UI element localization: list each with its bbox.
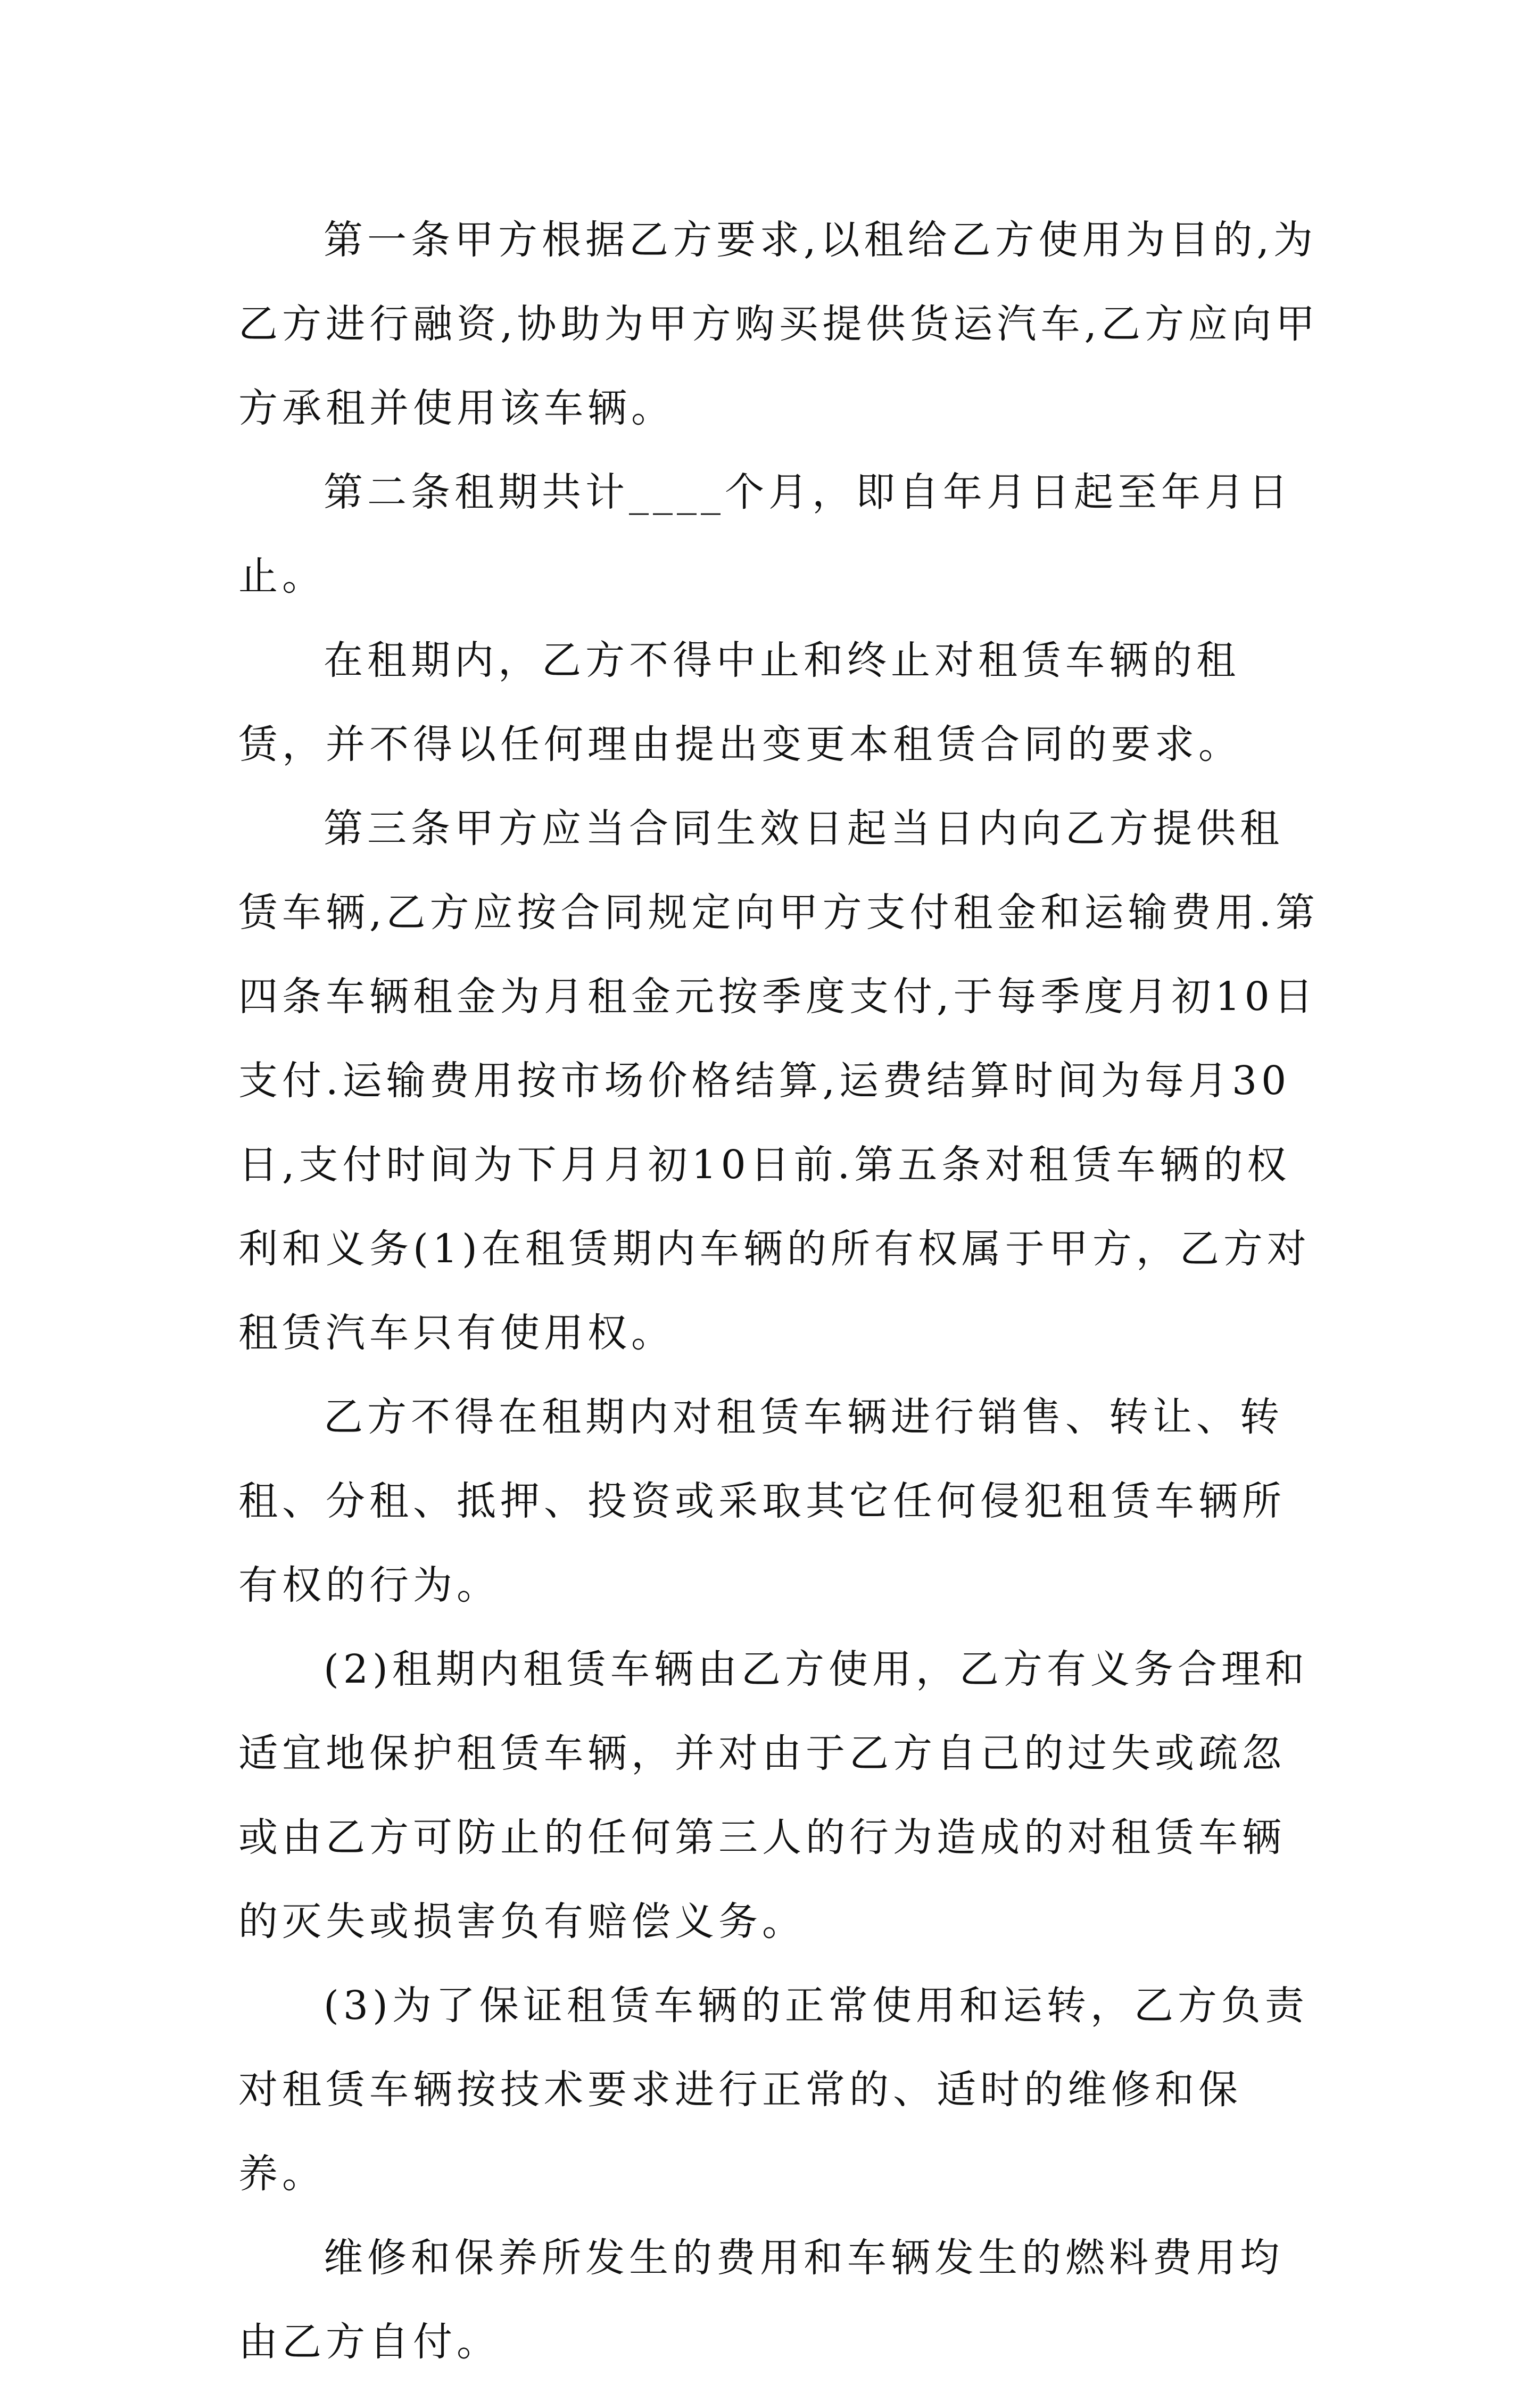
- paragraph-prohibitions: 乙方不得在租期内对租赁车辆进行销售、转让、转租、分租、抵押、投资或采取其它任何侵犯租赁车辆所有权的行为。: [238, 1394, 1286, 1608]
- document-body: [238, 198, 1324, 2384]
- paragraph-article-2: 第二条租期共计____个月，即自年月日起至年月日止。: [238, 469, 1292, 599]
- paragraph-clause-2: (2)租期内租赁车辆由乙方使用，乙方有义务合理和适宜地保护租赁车辆，并对由于乙方自己的过失或疏忽或由乙方可防止的任何第三人的行为造成的对租赁车辆的灭失或损害负有赔偿义务。: [238, 1646, 1309, 1944]
- paragraph-lease-term: 在租期内，乙方不得中止和终止对租赁车辆的租赁，并不得以任何理由提出变更本租赁合同的要求。: [238, 638, 1242, 767]
- paragraph-clause-3: (3)为了保证租赁车辆的正常使用和运转，乙方负责对租赁车辆按技术要求进行正常的、适时的维修和保养。: [238, 1983, 1309, 2197]
- paragraph-maintenance-costs: 维修和保养所发生的费用和车辆发生的燃料费用均由乙方自付。: [238, 2235, 1284, 2365]
- paragraph-article-1: 第一条甲方根据乙方要求,以租给乙方使用为目的,为乙方进行融资,协助为甲方购买提供货运汽车,乙方应向甲方承租并使用该车辆。: [238, 217, 1320, 431]
- paragraph-article-3-5: 第三条甲方应当合同生效日起当日内向乙方提供租赁车辆,乙方应按合同规定向甲方支付租金和运输费用.第四条车辆租金为月租金元按季度支付,于每季度月初10日支付.运输费用按市场价格结算,运费结算时间为每月30日,支付时间为下月月初10日前.第五条对租赁车辆的权利和义务(1)在租赁期内车辆的所有权属于甲方，乙方对租赁汽车只有使用权。: [238, 806, 1320, 1356]
